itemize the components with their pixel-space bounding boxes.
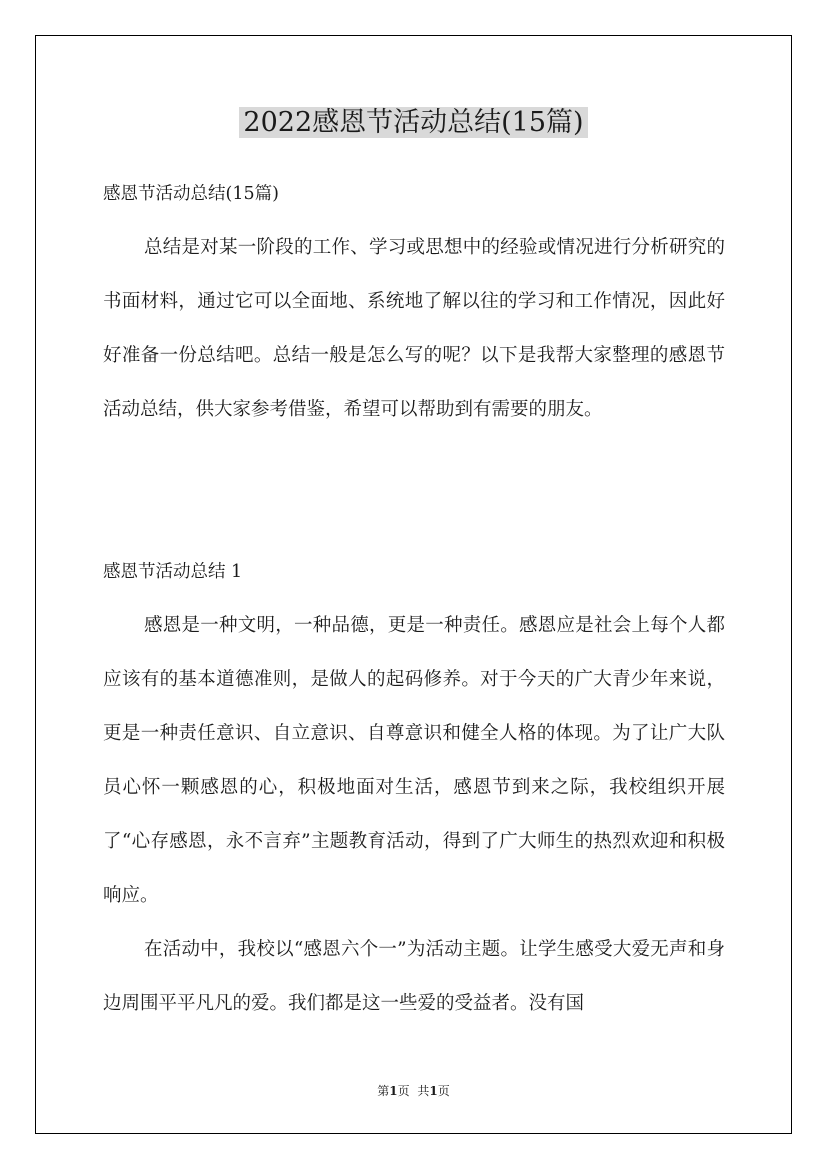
page-total-number: 1	[429, 1084, 438, 1098]
intro-paragraph: 总结是对某一阶段的工作、学习或思想中的经验或情况进行分析研究的书面材料，通过它可以全面地、系统地了解以往的学习和工作情况，因此好好准备一份总结吧。总结一般是怎么写的呢？以下是我帮大家整理的感恩节活动总结，供大家参考借鉴，希望可以帮助到有需要的朋友。	[103, 237, 725, 420]
section-heading: 感恩节活动总结 1	[103, 562, 243, 582]
page-footer	[0, 1081, 827, 1101]
total-label-prefix: 共	[417, 1084, 430, 1098]
body-paragraph-1: 感恩是一种文明，一种品德，更是一种责任。感恩应是社会上每个人都应该有的基本道德准则，是做人的起码修养。对于今天的广大青少年来说，更是一种责任意识、自立意识、自尊意识和健全人格的体现。为了让广大队员心怀一颗感恩的心，积极地面对生活，感恩节到来之际，我校组织开展了“心存感恩，永不言弃”主题教育活动，得到了广大师生的热烈欢迎和积极响应。	[103, 615, 725, 906]
document-title	[0, 98, 827, 148]
document-title-text: 2022感恩节活动总结(15篇)	[239, 107, 587, 138]
total-label-suffix: 页	[437, 1084, 450, 1098]
page-current-number: 1	[389, 1084, 398, 1098]
page-label-suffix: 页	[397, 1084, 410, 1098]
document-subtitle: 感恩节活动总结(15篇)	[103, 184, 279, 204]
page-label-prefix: 第	[377, 1084, 390, 1098]
body-paragraph-2: 在活动中，我校以“感恩六个一”为活动主题。让学生感受大爱无声和身边周围平平凡凡的爱。我们都是这一些爱的受益者。没有国	[103, 939, 725, 1014]
